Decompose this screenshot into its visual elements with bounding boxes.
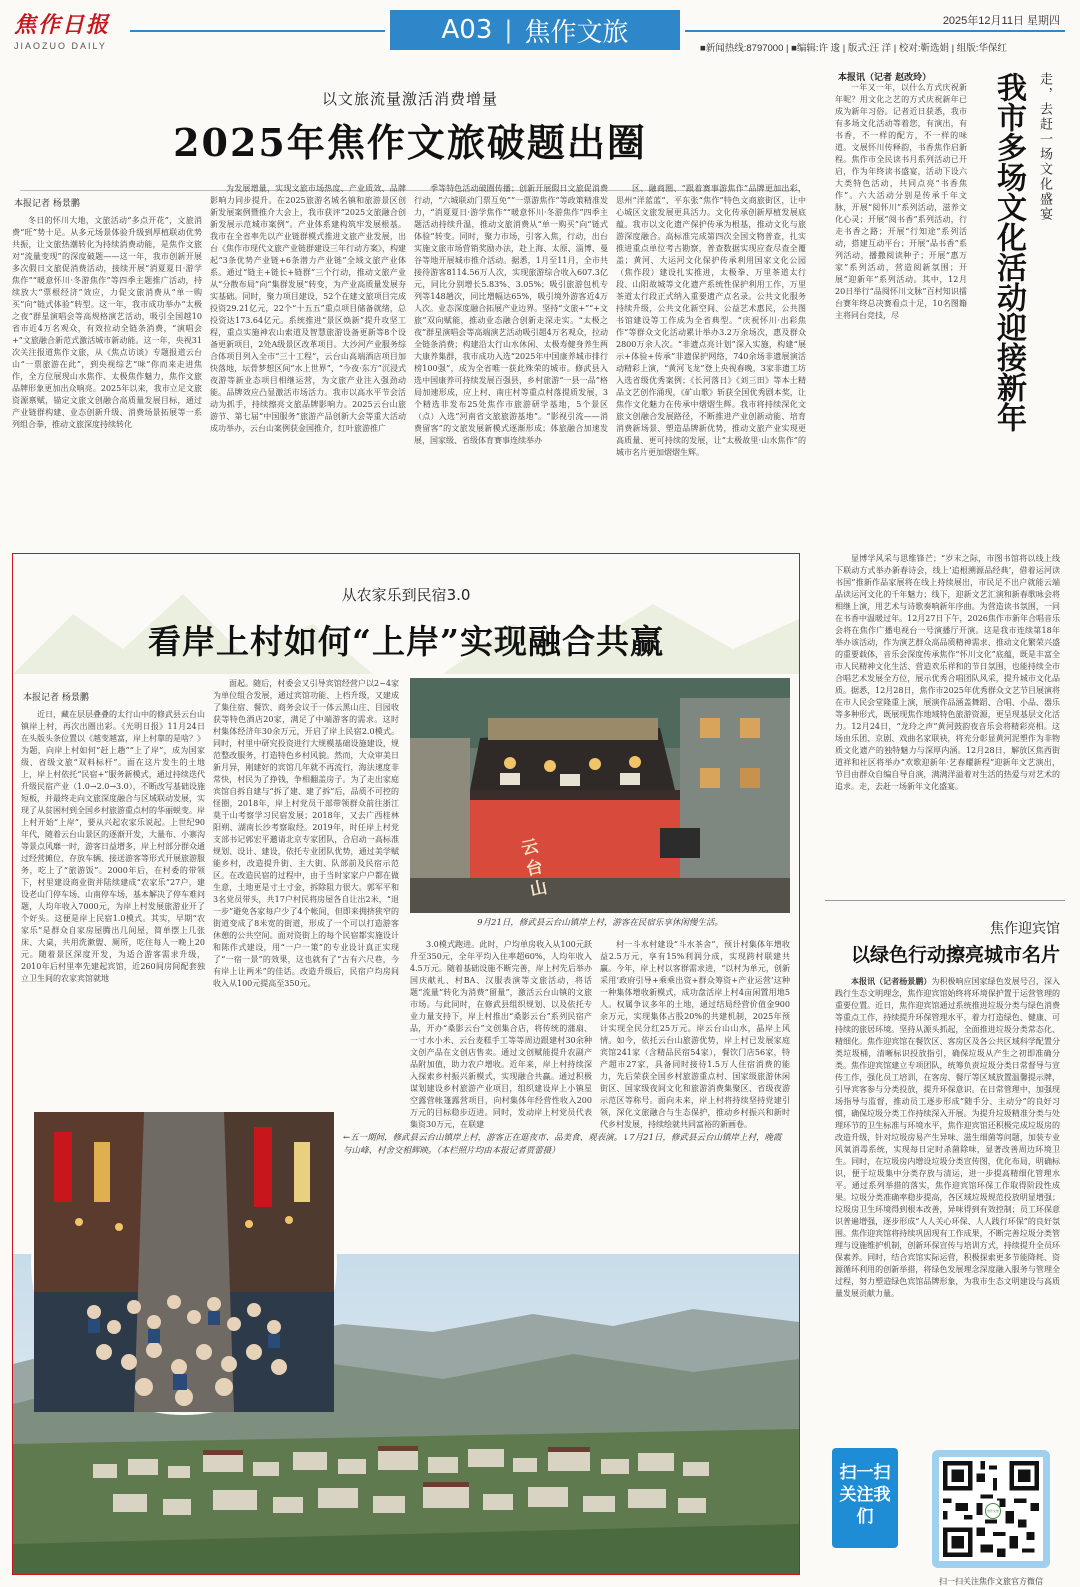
- photo-night-market: [31, 1109, 337, 1415]
- qr-panel: [832, 1448, 1060, 1586]
- article1-column-2: [210, 183, 406, 545]
- right2-byline: 本报讯（记者杨景鹏）: [851, 976, 932, 986]
- article2-col3-text: 3.0模式跑进。此时，户均单房收入从100元跃升至350元，全年平均入住率超60%，人均年收入4.5万元。随着基础设施不断完善，岸上村先后举办国庆献礼、村BA、汉服表演等文旅活动，将话题“流量”转化为消费“留量”，激活云台山镇的文旅市场。与此同时，在修武县组织规划、以及依托专业力量支持下，岸上村推出“桑影云台”系列民宿产品，开办“桑影云台”文创集合店，将传统的蒲扇、一寸水小米、云台麦糕手工等等周边跟建村30余种文创产品在文创店售卖。通过文创赋能提升农副产品附加值，助力农户增收。近年来，岸上村持续深入探索乡村振兴新模式，实现融合共赢。通过积极谋划建设乡村旅游产业项目，组织建设岸上小镇星空露营帐篷露营项目，向村集体年经营性收入200万元的目标稳步迈进。同时，发动岸上村党员代表集资30万元，在联建: [410, 940, 592, 1129]
- article2-headline: 看岸上村如何“上岸”实现融合共赢: [148, 622, 664, 661]
- article2-col1-text: 近日，藏在层层叠叠的太行山中的修武县云台山镇岸上村，再次出圈出彩。《光明日报》11月24日在头版头条位置以《越变越富，岸上村靠的是啥？》为题，向岸上村如何“赶上趟”“上了岸”，成为国家级、省级文旅“双料标杆”。面在这片发生的土地上，岸上村依托“民宿+”服务新模式，通过持续迭代升级民宿产业（1.0→2.0→3.0），不断改写基础设施短板，并最终走向文旅深度融合与区域联动发展，实现了从贫困村到全国乡村旅游重点村的华丽蜕变。岸上村开始“上岸”，要从兴起农家乐说起。上世纪90年代，随着云台山景区的逐渐开发，大量布、小寨沟等景点风靡一时，游客日益增多，岸上村部分群众通过经营摊位、存放车辆、接送游客等形式开展旅游服务，吃上了“旅游饭”。2000年后，在村委的带领下，村里建设商业街并陆续建成“农家乐”27户，建设老山门停车场、山南停车场，基本解决了停车难问题，人均年收入7000元，为岸上村发展旅游业开了个好头。这便是岸上民宿1.0模式。其实，早期“农家乐”是群众自家房屋腾出几间屋，简单摆上几张床、大桌，共用洗漱盥、厕所，吃住每人一晚上20元。随着景区深度开发，为适合游客需求升级，2010年后村里率先建起宾馆，近260间房间配套独立卫生间的农家宾馆就地: [21, 710, 205, 983]
- newspaper-logo: [14, 8, 124, 51]
- photo2-caption: ←五一期间，修武县云台山镇岸上村，游客正在逛夜市、品美食、观表演。↓7月21日，修武县云台山镇岸上村，晚霞与山峰、村舍交相辉映。（本栏照片均由本报记者贾蕾摄）: [343, 1133, 782, 1156]
- right1-subtitle: 走，去赶一场文化盛宴: [1037, 72, 1052, 222]
- article2-column-2: [213, 678, 399, 1108]
- scan-follow-badge: 扫一扫关注我们: [832, 1448, 898, 1548]
- article2-box: [12, 553, 800, 1575]
- header-rule-right: [685, 30, 1065, 32]
- guesthouse-illustration: [410, 678, 790, 913]
- photo-guesthouse-rooftop: [410, 678, 790, 913]
- right1-byline: 本报讯（记者 赵改玲）: [838, 73, 932, 83]
- article1-col2-text: 为发展增量，实现文旅市场热度、产业质效、品牌影响力同步提升。在2025旅游名城名镇和旅游景区创新发展案例暨推介大会上，我市获评“2025文旅融合创新发展示范城市案例”。产业体系建构筑牢发展根基。我市在全省率先以产业链群模式推进文旅产业发展，出台《焦作市现代文旅产业链群建设三年行动方案》，构建起“3条优势产业链+6条潜力产业链”全域文旅产业体系。通过“链主+链长+链群”三个行动，推动文旅产业从“分散布局”向“集群发展”转变，为产业高质量发展夯实基础。同时，聚力项目建设，52个在建文旅项目完成投资29.21亿元，22个“十五五”重点项目储备就绪，总投资达173.64亿元。系统推进“景区焕新”提升攻坚工程，重点实施神农山索道及智慧旅游设备更新等8个设备更新项目，2处A级景区改革项目。大沙河产业服务综合体项目列入全市“三十工程”，云台山高端酒店项目加快落地，坛骨梦想区间“水上世界”、“今夜·东方”沉浸式夜游等新业态项目相继运营，为文旅产业注入强劲动能。品牌效应凸显激活市场活力。我市以高水平节会活动为抓手，持续擦亮文旅品牌影响力。2025云台山旅游节、第七届“中国服务”旅游产品创新大会等重大活动成功举办，云台山案例获金国推介，红叶旅游推广: [210, 184, 406, 433]
- logo-chinese: 焦作日报: [14, 12, 111, 38]
- article1-col4-text: 区、融商圈、“跟着赛事游焦作”品牌更加出彩，思州“洋蓝蓝”、平东张“焦作”特色文商旅街区，让中心城区文旅发展更具活力。文化传承创新厚植发展底蕴。我市以文化遗产保护传承为根基，推动文化与旅游深度融合。高标准完成第四次全国文物普查，扎实推进重点单位考古勘察，普查数据实现应查尽查全覆盖；黄河、大运河文化保护传承利用国家文化公园（焦作段）建设扎实推进，太极拳、万里茶道太行段、山阳故城等文化遗产系统性保护利用工作，万里茶道太行段正式纳入重要遗产点名录。公共文化服务持续升级，公共文化新空间、公益艺术惠民，公共图书馆建设等工作成为全省典型。“庆祝怀川·出彩焦作”等群众文化活动累计举办3.2万余场次，惠及群众2800万余人次。“非遗点亮计划”深入实施，构建“展示+体验+传承”非遗保护网络，740余场非遗展演活动精彩上演，“黄河飞龙”登上央视春晚，3家非遗工坊入选省级优秀案例；《长河落日》《刘三田》等本土精品文艺创作涌现，《矿山歌》斩获全国优秀剧本奖，让焦作文化魅力在传承中熠熠生辉。我市将持续深化文旅文创融合发展路径，不断推进产业创新动能、培育消费新场景、塑造品牌新优势，推动文旅产业实现更高质量、更可持续的发展，让“太极故里·山水焦作”的城市名片更加熠熠生辉。: [616, 184, 806, 457]
- article2-col2-text: 面起。随后，村委会又引导宾馆经营户以2~4家为单位组合发展，通过宾馆功能、上档升级，又建成了集住宿、餐饮、商务会议于一体云黑山庄、目园收获等特色酒店20家，满足了中端游客的需求。这时村集体经济年30余万元，开启了岸上民宿2.0模式。同时，村里中研究投资进行大规模基础设施建设，规范整改服务，打造特色乡村风貌。然而，大众审美日新月异，刚建好的宾馆几年就不再流行，海法速度非常快，村民为了挣钱，争相翻盖房子。为了走出家庭宾馆自拆自建与“拆了建、建了拆”后，品质不可控的怪圈，2018年，岸上村党员干部带领群众前往浙江莫干山考察学习民宿发展；2018年，又去广西桂林阳朔、湖南长沙考察取经。2019年，时任岸上村党支部书记郭宏平邀请北京专家团队，合启动一高标准规划、设计、建设，依托专业团队优势，通过美学赋能乡村，改造提升街、主大街、队部前及民宿示范区。在改造民宿的过程中，由于当时家家户户都在做生意，土地更是寸土寸金，拆除阻力很大。郭军平和3名党员带头，共17户村民将房屋各自让出2米，“退一步”避免各家每户少了4个帐间，但即来拥挤狭窄的街道变成了8米宽的街道，形成了一个可以打造游客休憩的公共空间。面对资街上的每个民宿都实施设计和陈作式建设，用“一户一策”的专业设计真正实现了“一宿一景”的效果，这也就有了“古有六尺巷，今有岸上让两米”的佳话。改造升级后，民宿户均房间收入从100元提高至350元。: [213, 679, 399, 988]
- section-code: A03: [441, 15, 493, 45]
- section-divider: |: [504, 16, 513, 44]
- right2-headline: 以绿色行动擦亮城市名片: [850, 944, 1060, 966]
- masthead: [0, 0, 1080, 64]
- logo-english: JIAOZUO DAILY: [14, 41, 107, 51]
- article1-headline: 2025年焦作文旅破题出圈: [173, 120, 647, 165]
- qr-code[interactable]: [932, 1450, 1050, 1568]
- article2-col4-text: 村一斗水村建设“斗水茶舍”，预计村集体年增收益2.5万元，享有15%利润分成，实现跨村联建共赢。今年，岸上村以客群需求进，“以村为单元，创新采用‘政府引导+乘乘出资+群众筹资+产业运营’这种一种集体增收新模式，成功盘活岸上村4亩闲置用地5人。权属争议多年的土地，通过结局经营价值金900余万元，实现集体占股20%的共建机制，2025年预计实现全民分红25万元。岸云台山山水，晶岸上风情。如今，依托云台山旅游优势，岸上村已发展家庭宾馆241家（含精品民宿54家），餐饮门店56家，特产超市27家，具备同时接待1.5万人住宿消费的能力，先后荣获全国乡村旅游重点村、国家级旅游休闲街区、国家级夜间文化和旅游消费集聚区、省级夜游示范区等称号。面向未来，岸上村将持续坚持党建引领，深化文旅融合与生态保护，推动乡村振兴和新时代乡村发展，持续绘就共同富裕的新画卷。: [600, 940, 790, 1129]
- right1-text: 一年又一年，以什么方式庆祝新年呢？用文化之艺的方式庆祝新年已成为新年习俗。记者近日获悉，我市有多场文化活动等着您，有演出，有书香，不一样的配方，不一样的味道。文展怀川传释韵，书香焦作启新程。焦作市全民读书月系列活动已开启，作为年终读书盛宴，活动下设六大类特色活动，共同点亮“书香焦作”。六大活动分别是传承千年文脉，开展“阅怀川”系列活动，滋养文化心灵；开展“阅书香”系列活动，行走书香之路；开展“行知途”系列活动，搭建互动平台；开展“品书香”系列活动，播撒阅读种子；开展“惠万家”系列活动，营造阅新氛围；开展“迎新年”系列活动。其中，12月20日举行“品阅怀川文脉”百村知识擂台赛年终总决赛看点十足，10名图籍主将同台竞技，尽: [835, 83, 967, 320]
- article1-col1-text: 冬日的怀川大地，文旅活动“多点开花”，文旅消费“旺”势十足。从多元场景体验升级到厚植联动优势共振，让文旅热潮转化为持续消费动能，是焦作文旅对“流量变现”的深度破题——这一年，我市创新开展多次假日文旅促消费活动，接续开展“消夏夏日·游学焦作”“暖意怀川·冬游焦作”等四季主题推广活动，持续放大“票根经济”效应，力促文旅消费从“单一购买”向“链式体验”转型。这一年，我市成功举办“太极之夜”群星演唱会等高规格演艺活动，吸引全国越10省市近4万名观众，有效拉动全链条消费，“演唱会+”文旅融合新范式激活城市新动能。这一年，央视31次关注报道焦作文旅，从《焦点访谈》专题报道云台山“一票旅游在此”，到央视综艺“味”你而来走进焦作，全方位展现山水焦作、太极焦作魅力，焦作文旅品牌形象更加出众响亮。2025年以来，我市立足文旅资源禀赋，锚定文旅文创融合高质量发展目标，通过产业链群构建、业态创新升级、消费场景拓展等一系列组合拳，推动文旅深度持续转化: [12, 216, 202, 429]
- article2-column-4: [600, 939, 790, 1129]
- article1-subtitle: 以文旅流量激活消费增量: [321, 90, 498, 108]
- article1-byline: 本报记者 杨景鹏: [14, 199, 80, 209]
- qr-center-logo: 焦作文旅: [985, 1503, 1001, 1519]
- right1-headline: 我市多场文化活动迎接新年: [991, 72, 1026, 432]
- article1-col3-text: 季等特色活动破圈传播；创新开展假日文旅促消费行动，“六城联动门票互免”“一票游焦作”等政策精准发力，“消夏夏日·游学焦作”“暖意怀川·冬游焦作”四季主题活动持续升温，推动文旅消费从“单一购买”向“链式体验”转变。同时，聚力市场，引客入焦，行动，出台实施文旅市场营销奖励办法，赴上海、太原、淄博、曼谷等地开展城市推介活动。据悉，1月至11月，全市共接待游客8114.56万人次，实现旅游综合收入607.3亿元，同比分别增长5.83%、3.05%；吸引旅游包机专列等148趟次，同比增幅达65%，吸引境外游客近4万人次。业态深度融合拓展产业边界。坚持“文旅+”“+文旅”双向赋能，推动业态融合创新走深走实。“太极之夜”群星演唱会等高端演艺活动吸引超4万名观众，拉动全链条消费；构建沿太行山水休闲、太极寿健身养生两大康养集群，我市成功入选“2025年中国康养城市排行榜100强”，成为全省唯一获此殊荣的城市。修武县入选中国康养可持续发展百强县，乡村旅游“一县一品”格局加速形成，应上村、南庄村等重点村落提质发展，3个精选非发布25处焦作市旅游研学基地，5个景区（点）入选“河南省文旅旅游基地”。“影视引流——消费留客”的文旅发展新模式逐渐形成；体旅融合加速发展，国家级、省级体育赛事连续举办: [414, 184, 608, 445]
- qr-caption: 扫一扫关注焦作文旅官方微信: [939, 1577, 1043, 1586]
- article2-subtitle: 从农家乐到民宿3.0: [341, 586, 471, 604]
- right2-column: [835, 975, 1060, 1440]
- article2-column-3: [410, 939, 592, 1129]
- issue-date: 2025年12月11日 星期四: [942, 15, 1060, 27]
- article1-column-1: [12, 215, 202, 545]
- article1-column-4: [616, 183, 806, 545]
- photo1-caption: 9月21日，修武县云台山镇岸上村，游客在民宿乐享休闲慢生活。: [477, 918, 723, 928]
- article2-column-1: [21, 709, 205, 1087]
- right1-body-upper: [835, 82, 967, 552]
- section-banner: [390, 10, 680, 50]
- header-rule-left: [130, 30, 385, 32]
- right2-kicker: 焦作迎宾馆: [990, 921, 1060, 937]
- article1-column-3: [414, 183, 608, 545]
- right2-text: 为积极响应国家绿色发展号召，深入践行生态文明理念，焦作迎宾馆始终将环境保护置于运营管理的重要位置。近日，焦作迎宾馆通过系统推进垃圾分类与绿色消费等重点工作，持续提升环保管理水平，着力打造绿色、健康、可持续的旅居环境。坚持从源头抓起，全面推进垃圾分类常态化、精细化。焦作迎宾馆在餐饮区、客房区及各公共区域科学配置分类垃圾桶，清晰标识投放指引，确保垃圾从产生之初即准确分类。焦作迎宾馆建立专项团队，统筹负责垃圾分类日常督导与宣传工作，强化员工培训，在客房、餐厅等区域放置温馨提示牌，引导宾客参与分类投放，提升环保意识。在日常管理中，加强现场指导与监督，推动员工逐步形成“随手分、主动分”的良好习惯，确保垃圾分类工作持续深入开展。为提升垃圾精准分类与处理环节的卫生标准与环境水平，焦作迎宾馆还积极完成垃圾房的改造升级，针对垃圾房易产生异味、滋生细菌等问题，加装专业风氧消毒系统，实现每日定时杀菌除味，显著改善周边环境卫生。同时，在垃圾房内增设垃圾分类宣传图，优化布局，明确标识，便于垃圾集中分类存放与清运，进一步提高精细化管理水平。通过系列举措的落实，焦作迎宾馆环保工作取得阶段性成果。垃圾分类准确率稳步提高，各区域垃圾规范投放明显增强；垃圾房卫生环境得到根本改善，异味得到有效控制；员工环保意识普遍增强，逐步形成“人人关心环保、人人践行环保”的良好氛围。焦作迎宾馆将持续巩固现有工作成果，不断完善垃圾分类管理与设施维护机制，创新环保宣传与培训方式，持续提升全员环保素养。同时，结合宾馆实际运营，积极探索更多节能降耗、资源循环利用的创新举措，将绿色发展理念深度融入服务与管理全过程，努力塑造绿色宾馆品牌形象，为我市生态文明建设与高质量发展贡献力量。: [835, 977, 1061, 1298]
- right1-body-lower: [835, 553, 1060, 883]
- yuntaishan-sign: 云台山: [515, 836, 549, 903]
- right-divider: [825, 900, 1065, 901]
- night-market-illustration: [34, 1112, 334, 1412]
- right1-text-continued: 显博学风采与思维锋芒；“岁末之际，市图书馆将以线上线下联动方式举办新春诗会，线上‘追根溯源品经典’，借着运河读书国”推新作品家展将在线上持续展出，市民足不出户就能云端品读运河文化的千年魅力；线下，迎新文艺汇演和新春歌咏会将相继上演，用艺术与诗歌奏响新年序曲。为营造读书氛围，一同在书香中温暖过年。12月27日下午，2026焦作市新年合唱音乐会将在焦作广播电视台一号演播厅开演。这是我市连续第18年举办该活动，作为演艺群众高品质精神需求、推动文化繁荣兴盛的重要载体，音乐会深度传承焦作“怀川文化”底蕴，既是丰富全市人民精神文化生活、营造欢乐祥和的节日氛围，也能持续全市合唱艺术发展全方位，展示优秀合唱团队风采，提升城市文化品质。据悉，12月28日，焦作市2025年优秀群众文艺节目展演将在市人民会堂隆重上演，展演作品涵盖舞蹈、合唱、小品、器乐等多种形式，既展现焦作地域特色旅游资源，更呈现基层文化活力。12月24日，“龙玲之声”黄河鼓韵夜音乐会将精彩亮相。这场由乐团、京剧、戏曲名家联袂，将充分彰显黄河泥塑作为非物质文化遗产的独特魅力与深厚内涵。12月28日，解放区焦西街道祥和社区将举办“欢歌迎新年·艺春耀新程”迎新年文艺演出，节目由群众自编自导自演，满满洋溢着对生活的热爱与对艺术的追求。走，去赶一场新年文化盛宴。: [835, 554, 1060, 791]
- section-name: 焦作文旅: [524, 17, 629, 48]
- editor-credits: ■新闻热线:8797000 | ■编辑:许 逡 | 版式:汪 洋 | 校对:靳选娟 | 组版:华保红: [700, 43, 1007, 54]
- right2-paragraph: [835, 975, 1060, 1300]
- article2-byline: 本报记者 杨景鹏: [23, 693, 89, 703]
